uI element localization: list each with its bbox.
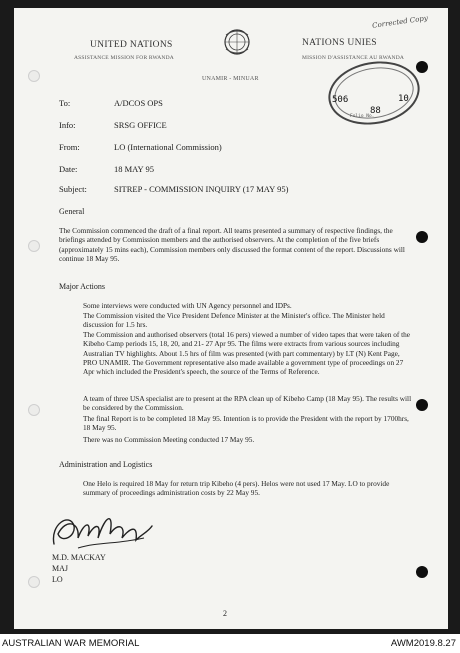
letterhead-left-subtitle: ASSISTANCE MISSION FOR RWANDA [74, 55, 174, 61]
field-value-subject: SITREP - COMMISSION INQUIRY (17 MAY 95) [114, 184, 289, 194]
punch-hole [416, 399, 428, 411]
stamp-number: 506 [332, 95, 349, 105]
stamp-year: 88 [370, 106, 381, 116]
admin-paragraph: One Helo is required 18 May for return trip Kibeho (4 pers). Helos were not used 17 May. LO to provide summary of proceedings administration costs by 22 May 95. [83, 479, 390, 498]
field-value-date: 18 MAY 95 [114, 164, 154, 174]
general-paragraph: The Commission commenced the draft of a final report. All teams presented a summary of respective findings, the briefings attended by Commission members and the authorised observers. At the completion of the five briefs (approximately 15 mins each), Commission members only discussed the format content of the report. Discussions will continue 18 May 95. [59, 226, 405, 263]
major-action-item: A team of three USA specialist are to present at the RPA clean up of Kibeho Camp (18 May 95). The results will be considered by the Commission. [83, 394, 412, 413]
major-actions-heading: Major Actions [59, 282, 105, 291]
general-heading: General [59, 207, 85, 216]
major-action-item: The Commission visited the Vice President Defence Minister at the Minister's office. The Minister held discussion for 1.5 hrs. [83, 311, 385, 330]
punch-hole [416, 566, 428, 578]
footer-accession: AWM2019.8.27 [390, 638, 456, 649]
letterhead-right-title: NATIONS UNIES [302, 38, 377, 48]
field-label-subject: Subject: [59, 184, 87, 194]
signature-rank: MAJ [52, 564, 69, 573]
stamp-page: 10 [398, 94, 409, 104]
letterhead-left-title: UNITED NATIONS [90, 40, 173, 50]
footer-institution: AUSTRALIAN WAR MEMORIAL [2, 638, 140, 649]
punch-hole-mark [28, 576, 40, 588]
field-value-to: A/DCOS OPS [114, 98, 163, 108]
signature-role: LO [52, 575, 63, 584]
field-label-info: Info: [59, 120, 76, 130]
letterhead-right-subtitle: MISSION D'ASSISTANCE AU RWANDA [302, 55, 405, 61]
page-number: 2 [223, 609, 227, 618]
punch-hole-mark [28, 70, 40, 82]
signature-name: M.D. MACKAY [52, 553, 106, 562]
punch-hole [416, 231, 428, 243]
major-action-item: The Commission and authorised observers (total 16 pers) viewed a number of video tapes that were taken of the Kibeho Camp periods 15, 18, 20, and 21- 27 Apr 95. The films were extracts from various sources including Australian TV highlights. About 1.5 hrs of film was presented (with part commentary) by LT (N) Kent Page, PRO UNAMIR. The Government representative also made available a government type of proceedings on 27 Apr which included the President's speech, the source of the Terms of Reference. [83, 330, 411, 377]
registry-stamp [323, 54, 424, 131]
field-label-to: To: [59, 98, 71, 108]
field-label-date: Date: [59, 164, 78, 174]
major-action-item: The final Report is to be completed 18 May 95. Intention is to provide the President with the report by 1700hrs, 18 May 95. [83, 414, 409, 433]
stamp-folio-label: Folio No. [350, 114, 375, 119]
document-page [14, 8, 448, 629]
major-action-item: Some interviews were conducted with UN Agency personnel and IDPs. [83, 301, 292, 310]
un-emblem-icon [222, 27, 252, 57]
field-label-from: From: [59, 142, 80, 152]
signature-image [48, 504, 158, 556]
major-action-item: There was no Commission Meeting conducted 17 May 95. [83, 435, 255, 444]
punch-hole-mark [28, 404, 40, 416]
handwritten-note: Corrected Copy [371, 14, 429, 30]
punch-hole-mark [28, 240, 40, 252]
letterhead-center-subtitle: UNAMIR - MINUAR [202, 76, 259, 82]
field-value-from: LO (International Commission) [114, 142, 222, 152]
field-value-info: SRSG OFFICE [114, 120, 167, 130]
admin-heading: Administration and Logistics [59, 460, 153, 469]
punch-hole [416, 61, 428, 73]
